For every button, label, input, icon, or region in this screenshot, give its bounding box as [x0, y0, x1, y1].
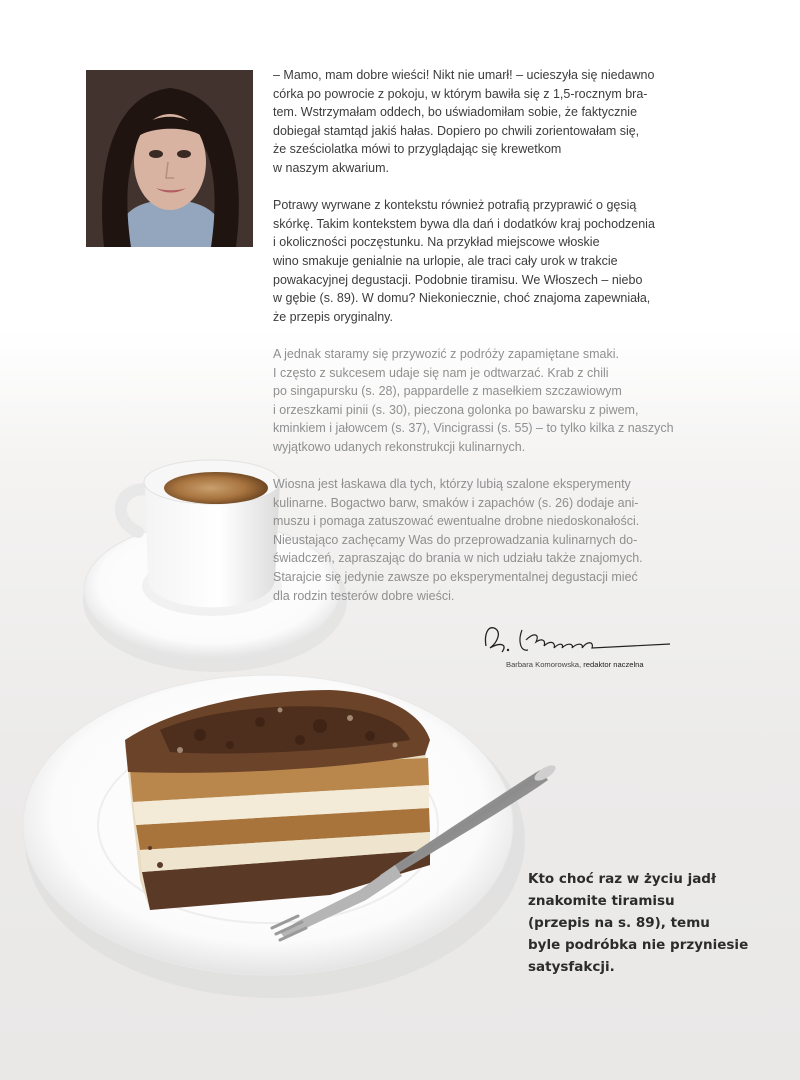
signature-caption [506, 660, 644, 669]
editor-portrait [86, 70, 253, 247]
handwritten-signature [478, 622, 678, 656]
signature-name: Barbara Komorowska, [506, 660, 582, 669]
signature-role: redaktor naczelna [583, 660, 644, 669]
paragraph-4: Wiosna jest łaskawa dla tych, którzy lubią szalone eksperymenty kulinarne. Bogactwo barw, smaków i zapachów (s. 26) dodaje ani- muszu i pomaga zatuszować ewentualne drobne niedoskonałości. Nieustająco zachęcamy Was do przeprowadzania kulinarnych do- świadczeń, zapraszając do brania w nich udziału także znajomych. Starajcie się jedynie zawsze po eksperymentalnej degustacji mieć dla rodzin testerów dobre wieści. [273, 477, 643, 603]
paragraph-1: – Mamo, mam dobre wieści! Nikt nie umarł! – ucieszyła się niedawno córka po powrocie z pokoju, w którym bawiła się z 1,5-rocznym bra- tem. Wstrzymałam oddech, bo uświadomiłam sobie, że faktycznie dobiegał stamtąd jakiś hałas. Dopiero po chwili zorientowałam się, że sześciolatka mówi to przyglądając się krewetkom w naszym akwarium. [273, 68, 655, 175]
paragraph-3: A jednak staramy się przywozić z podróży zapamiętane smaki. I często z sukcesem udaje się nam je odtwarzać. Krab z chili po singapursku (s. 28), pappardelle z masełkiem szczawiowym i orzeszkami pinii (s. 30), pieczona golonka po bawarsku z piwem, kminkiem i jałowcem (s. 37), Vincigrassi (s. 55) – to tylko kilka z naszych wyjątkowo udanych rekonstrukcji kulinarnych. [273, 346, 674, 454]
paragraph-2: Potrawy wyrwane z kontekstu również potrafią przyprawić o gęsią skórkę. Takim kontekstem bywa dla dań i dodatków kraj pochodzenia i okoliczności poczęstunku. Na przykład miejscowe włoskie wino smakuje genialnie na urlopie, ale traci cały urok w trakcie powakacyjnej degustacji. Podobnie tiramisu. We Włoszech – niebo w gębie (s. 89). W domu? Niekoniecznie, choć znajoma zapewniała, że przepis oryginalny. [273, 198, 655, 324]
editorial-text [273, 66, 683, 624]
photo-caption: Kto choć raz w życiu jadł znakomite tiramisu (przepis na s. 89), temu byle podróbka nie przyniesie satysfakcji. [528, 871, 749, 975]
